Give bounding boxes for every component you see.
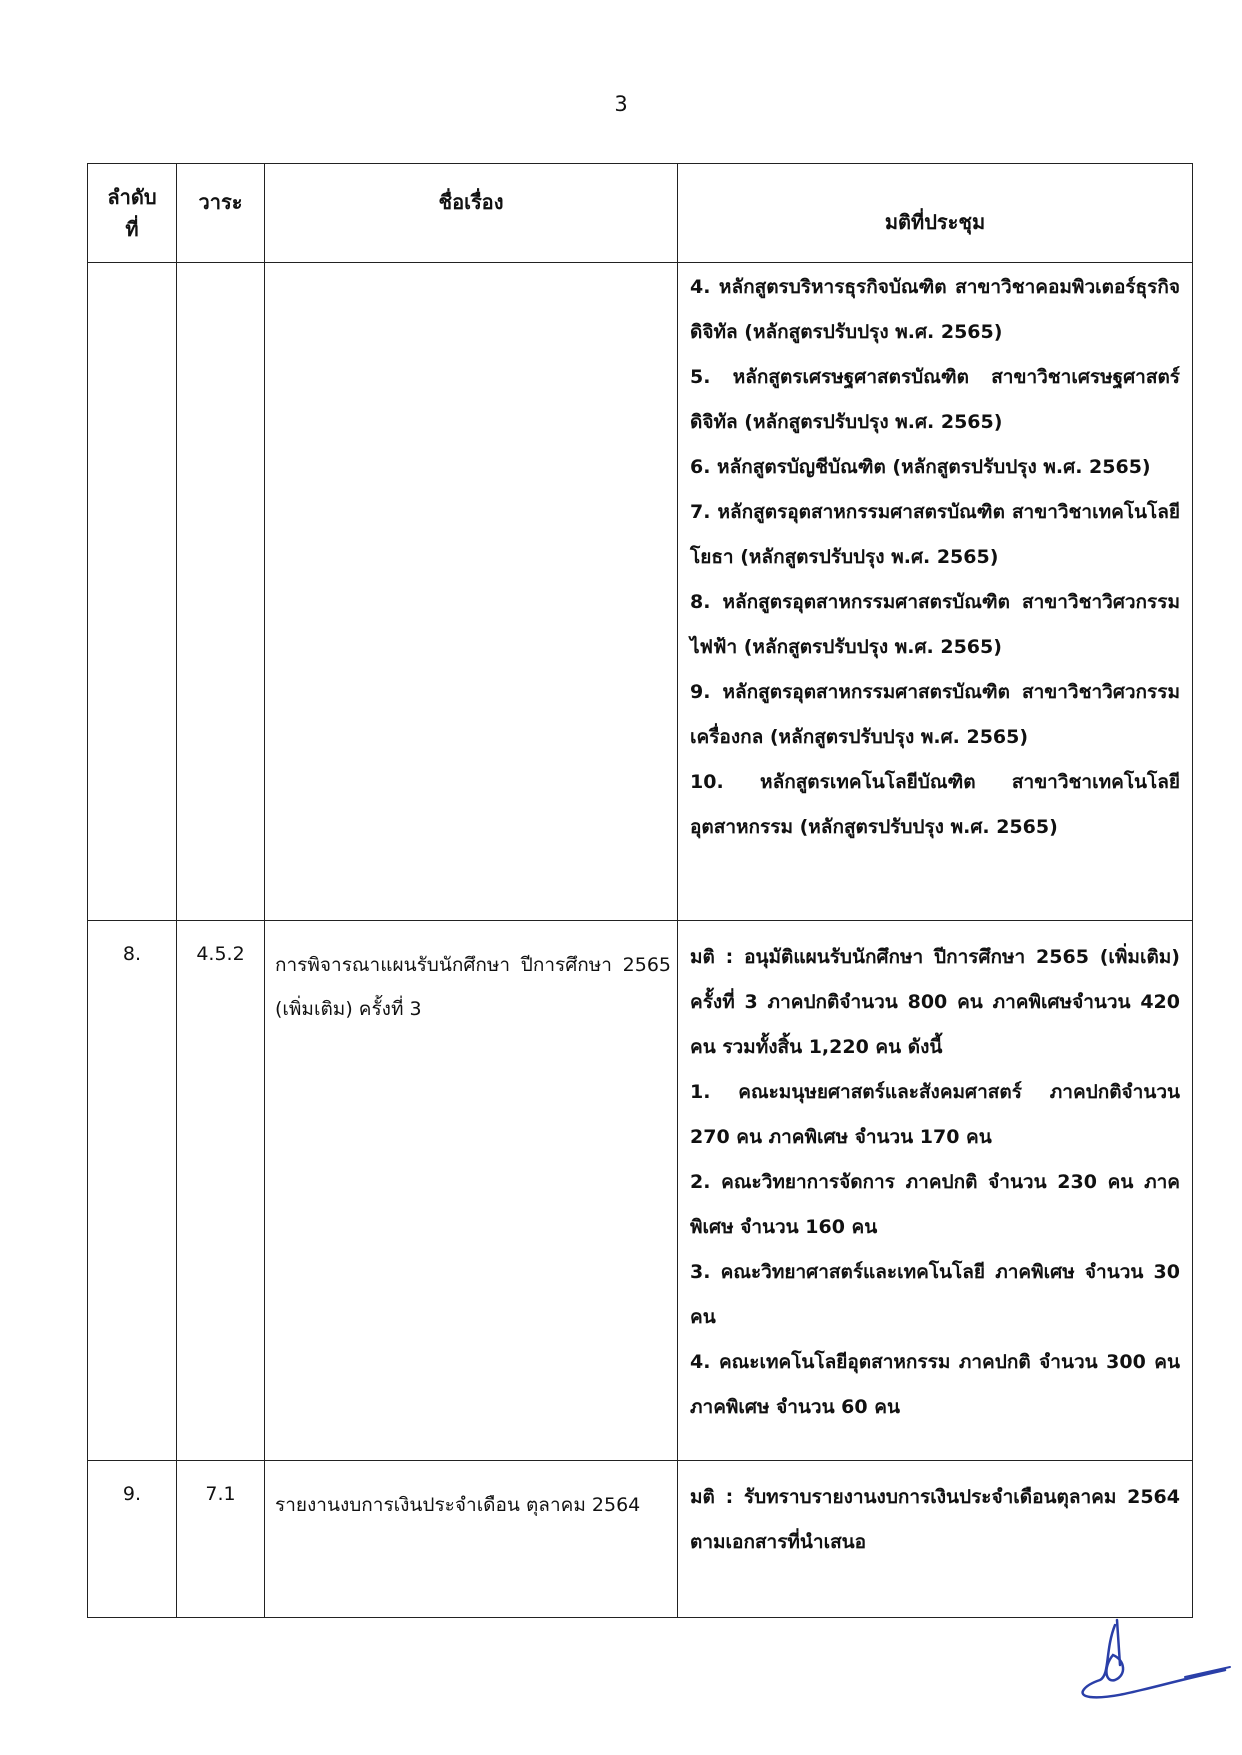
cell-agenda: 7.1	[177, 1461, 265, 1618]
resolution-item: 10. หลักสูตรเทคโนโลยีบัณฑิต สาขาวิชาเทคโนโลยีอุตสาหกรรม (หลักสูตรปรับปรุง พ.ศ. 2565)	[690, 771, 1180, 838]
table-header-row	[88, 164, 1193, 263]
header-seq-line2: ที่	[125, 217, 139, 241]
signature-mark	[1065, 1605, 1235, 1715]
cell-topic	[265, 263, 678, 921]
resolution-item: 6. หลักสูตรบัญชีบัณฑิต (หลักสูตรปรับปรุง พ.ศ. 2565)	[690, 456, 1151, 478]
cell-resolution	[678, 1461, 1193, 1618]
resolution-item: 2. คณะวิทยาการจัดการ ภาคปกติ จำนวน 230 คน ภาคพิเศษ จำนวน 160 คน	[690, 1171, 1180, 1238]
header-agenda: วาระ	[177, 164, 265, 263]
resolution-item: 4. หลักสูตรบริหารธุรกิจบัณฑิต สาขาวิชาคอมพิวเตอร์ธุรกิจดิจิทัล (หลักสูตรปรับปรุง พ.ศ. 2565)	[690, 276, 1180, 343]
header-seq-line1: ลำดับ	[107, 185, 157, 209]
header-resolution: มติที่ประชุม	[678, 164, 1193, 263]
minutes-table	[87, 163, 1193, 1618]
resolution-item: 1. คณะมนุษยศาสตร์และสังคมศาสตร์ ภาคปกติจำนวน 270 คน ภาคพิเศษ จำนวน 170 คน	[690, 1081, 1180, 1148]
cell-topic: รายงานงบการเงินประจำเดือน ตุลาคม 2564	[265, 1461, 678, 1618]
resolution-item: 5. หลักสูตรเศรษฐศาสตรบัณฑิต สาขาวิชาเศรษฐศาสตร์ดิจิทัล (หลักสูตรปรับปรุง พ.ศ. 2565)	[690, 366, 1180, 433]
header-topic: ชื่อเรื่อง	[265, 164, 678, 263]
cell-agenda: 4.5.2	[177, 921, 265, 1461]
header-seq	[88, 164, 177, 263]
resolution-item: 4. คณะเทคโนโลยีอุตสาหกรรม ภาคปกติ จำนวน 300 คน ภาคพิเศษ จำนวน 60 คน	[690, 1351, 1180, 1418]
table-row	[88, 263, 1193, 921]
cell-agenda	[177, 263, 265, 921]
page-number: 3	[614, 92, 628, 116]
table-row	[88, 1461, 1193, 1618]
resolution-item: มติ : อนุมัติแผนรับนักศึกษา ปีการศึกษา 2565 (เพิ่มเติม) ครั้งที่ 3 ภาคปกติจำนวน 800 คน ภาคพิเศษจำนวน 420 คน รวมทั้งสิ้น 1,220 คน ดังนี้	[690, 946, 1180, 1058]
cell-resolution	[678, 263, 1193, 921]
resolution-item: 8. หลักสูตรอุตสาหกรรมศาสตรบัณฑิต สาขาวิชาวิศวกรรมไฟฟ้า (หลักสูตรปรับปรุง พ.ศ. 2565)	[690, 591, 1180, 658]
cell-seq: 8.	[88, 921, 177, 1461]
resolution-item: 9. หลักสูตรอุตสาหกรรมศาสตรบัณฑิต สาขาวิชาวิศวกรรมเครื่องกล (หลักสูตรปรับปรุง พ.ศ. 2565)	[690, 681, 1180, 748]
resolution-item: 7. หลักสูตรอุตสาหกรรมศาสตรบัณฑิต สาขาวิชาเทคโนโลยีโยธา (หลักสูตรปรับปรุง พ.ศ. 2565)	[690, 501, 1180, 568]
cell-seq	[88, 263, 177, 921]
resolution-item: 3. คณะวิทยาศาสตร์และเทคโนโลยี ภาคพิเศษ จำนวน 30 คน	[690, 1261, 1180, 1328]
resolution-item: มติ : รับทราบรายงานงบการเงินประจำเดือนตุลาคม 2564 ตามเอกสารที่นำเสนอ	[690, 1486, 1180, 1553]
cell-seq: 9.	[88, 1461, 177, 1618]
table-row	[88, 921, 1193, 1461]
cell-resolution	[678, 921, 1193, 1461]
cell-topic: การพิจารณาแผนรับนักศึกษา ปีการศึกษา 2565 (เพิ่มเติม) ครั้งที่ 3	[265, 921, 678, 1461]
